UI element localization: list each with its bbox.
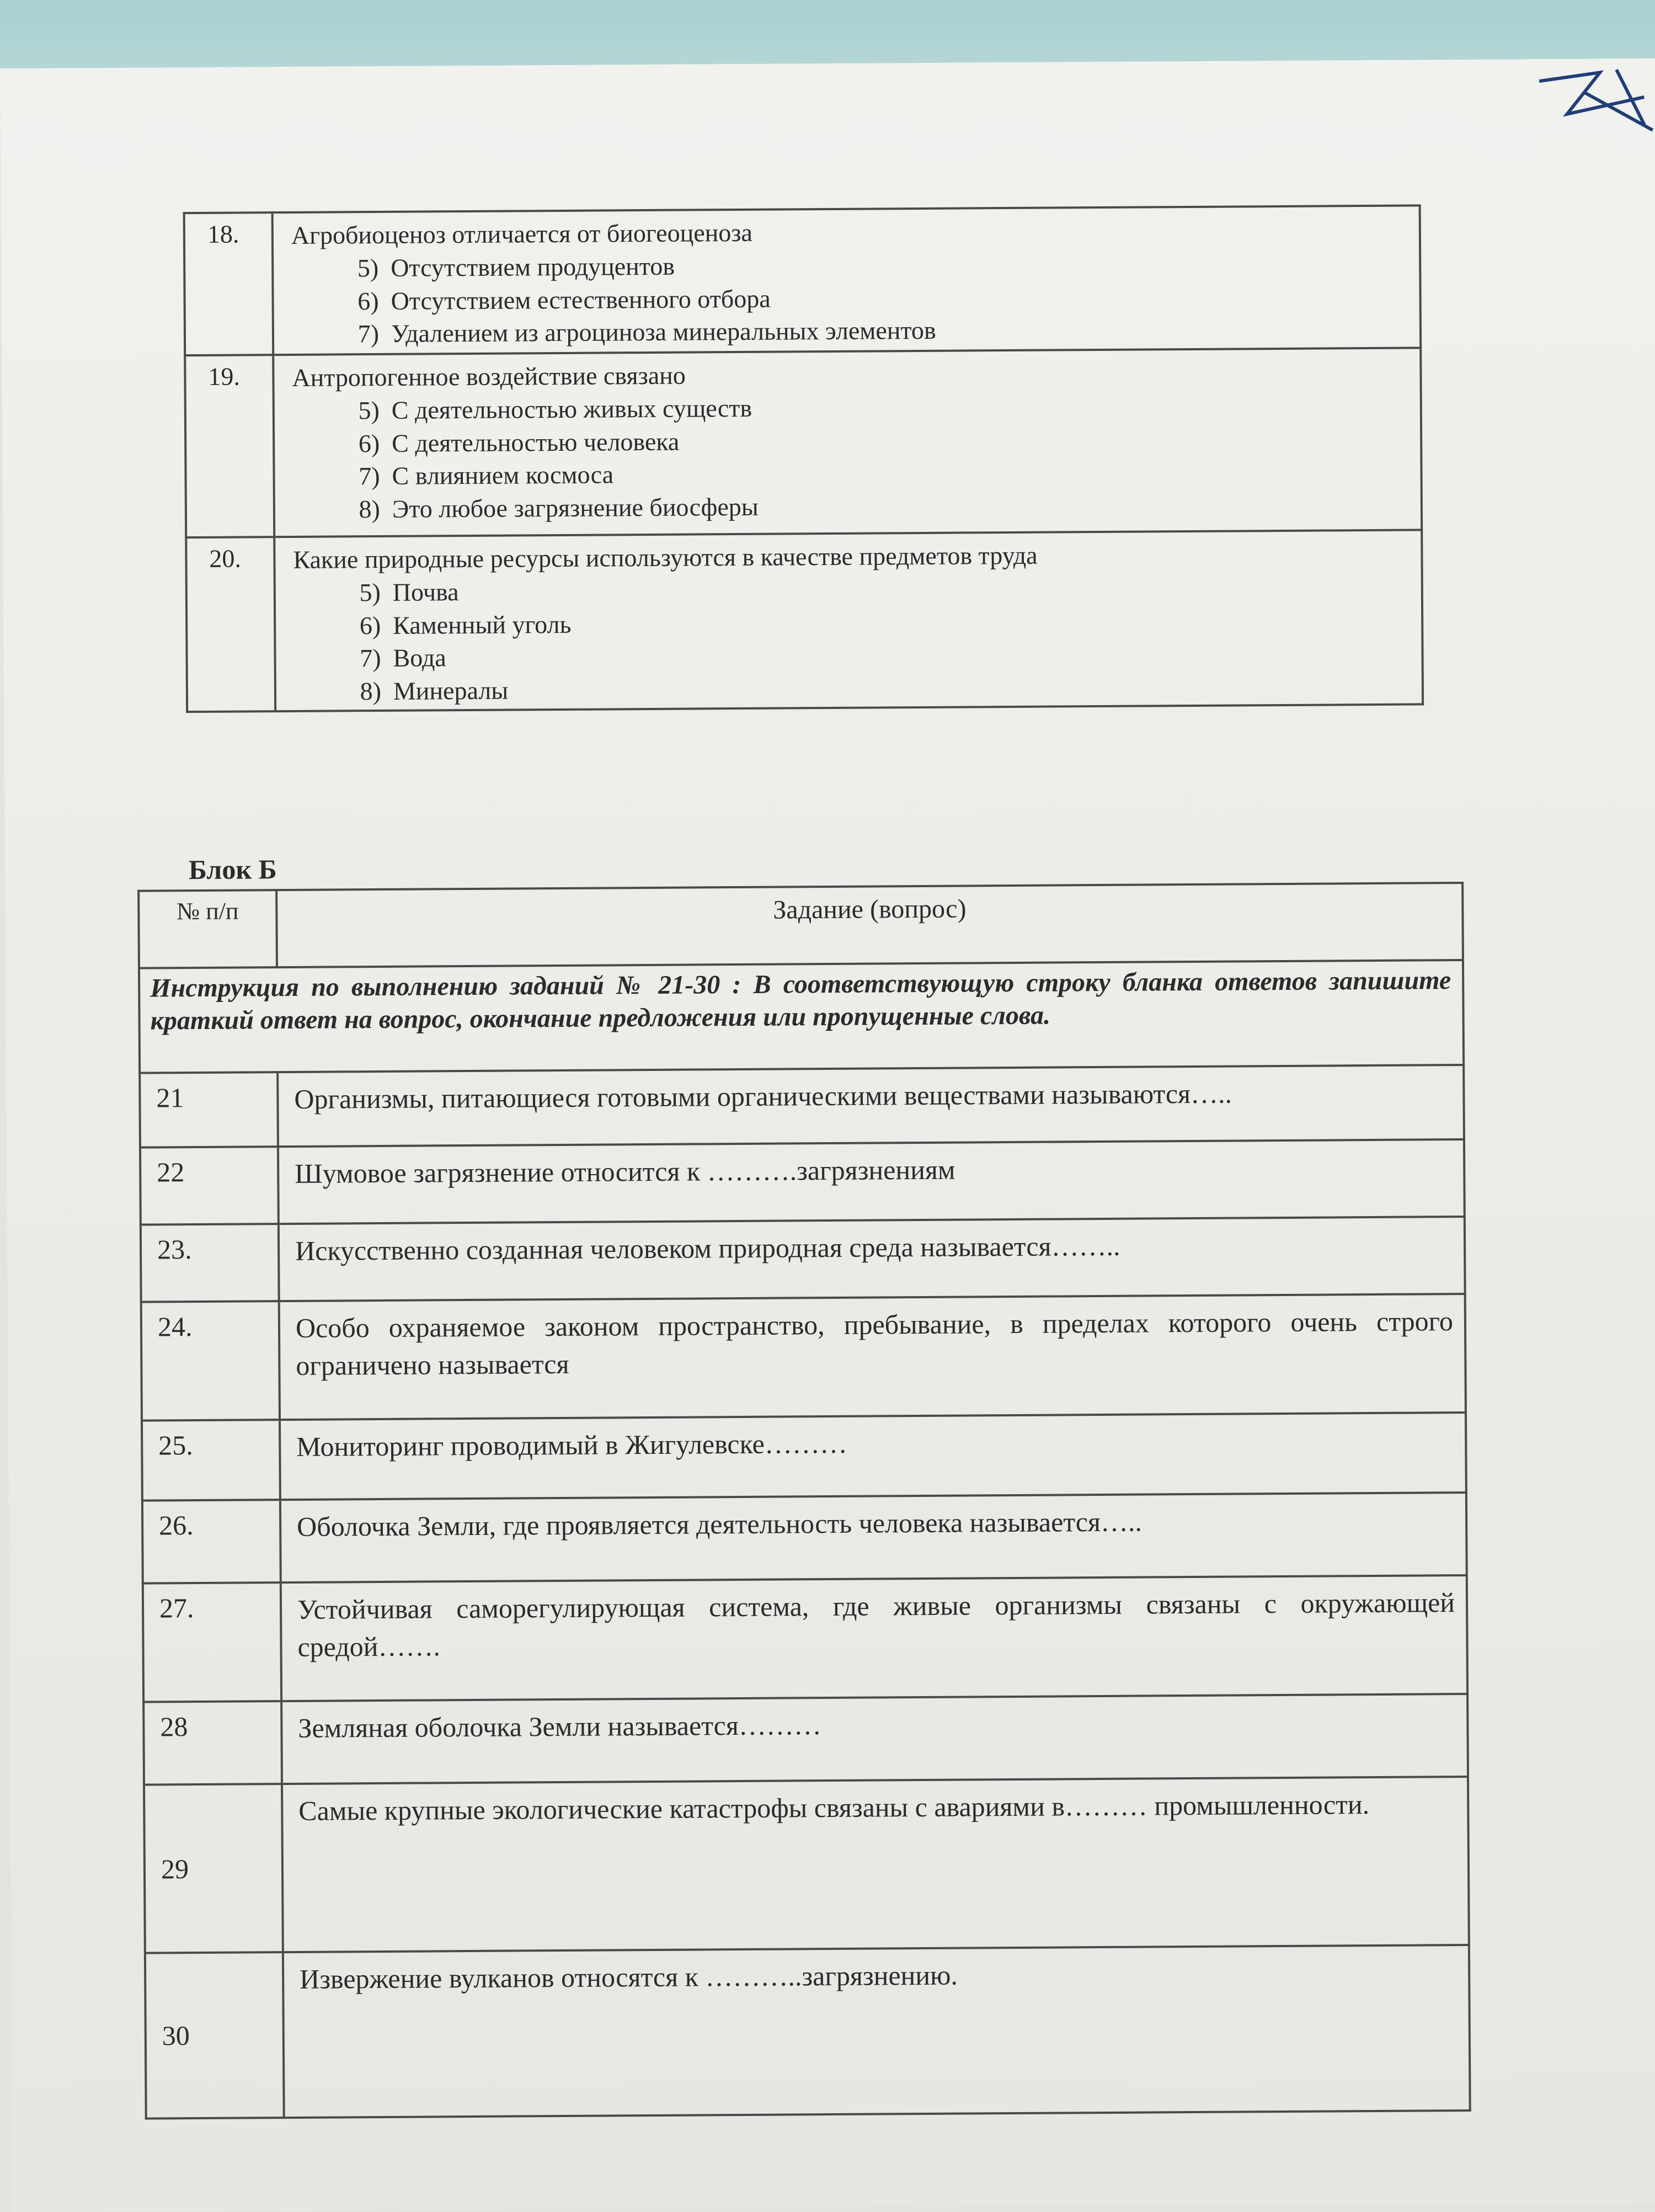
question-text: Мониторинг проводимый в Жигулевске………: [280, 1413, 1466, 1500]
question-text: Устойчивая саморегулирующая система, где живые организмы связаны с окружающей средой…….: [281, 1575, 1467, 1701]
question-text: Самые крупные экологические катастрофы связаны с авариями в……… промышленности.: [282, 1777, 1469, 1952]
list-item: 6) С деятельностью человека: [358, 427, 680, 457]
block-b-title: Блок Б: [188, 854, 277, 886]
options-list: [292, 387, 1404, 526]
paper-sheet: [0, 58, 1655, 2212]
table-row: [140, 1139, 1465, 1225]
question-cell: [274, 530, 1423, 711]
header-task: Задание (вопрос): [276, 883, 1463, 967]
question-number: 21: [140, 1072, 278, 1148]
list-item: 6) Отсутствием естественного отбора: [357, 284, 771, 315]
list-item: 7) Вода: [360, 643, 446, 673]
list-item: 8) Минералы: [360, 676, 509, 706]
question-number: 27.: [143, 1582, 281, 1702]
table-row: [185, 348, 1422, 537]
table-row: [143, 1694, 1468, 1785]
question-text: Извержение вулканов относятся к ………..загрязнению.: [283, 1945, 1470, 2118]
question-number: 29: [144, 1784, 283, 1953]
list-item: 5) Отсутствием продуцентов: [357, 252, 675, 283]
table-row: [143, 1575, 1467, 1702]
question-text: Шумовое загрязнение относится к ……….загрязнениям: [278, 1139, 1465, 1224]
question-number: 26.: [142, 1500, 281, 1584]
question-text: Земляная оболочка Земли называется………: [281, 1694, 1468, 1784]
question-number: 28: [143, 1701, 282, 1785]
list-item: 7) Удалением из агроциноза минеральных элементов: [357, 316, 936, 348]
question-number: 19.: [185, 355, 274, 537]
instruction-text: Инструкция по выполнению заданий № 21-30 : В соответствующую строку бланка ответов запишите краткий ответ на вопрос, окончание предложения или пропущенные слова.: [139, 960, 1464, 1073]
list-item: 5) С деятельностью живых существ: [358, 393, 752, 425]
question-number: 23.: [141, 1224, 279, 1302]
question-text: Особо охраняемое законом пространство, пребывание, в пределах которого очень строго ограничено называется: [279, 1294, 1466, 1420]
question-number: 30: [145, 1952, 284, 2119]
question-text: Какие природные ресурсы используются в качестве предметов труда: [293, 541, 1038, 574]
question-text: Агробиоценоз отличается от биогеоценоза: [291, 218, 753, 249]
header-number: № п/п: [138, 890, 277, 968]
question-cell: [273, 348, 1422, 537]
question-cell: [273, 205, 1421, 355]
table-row: [142, 1493, 1467, 1584]
block-b-table: [137, 882, 1471, 2120]
question-number: 18.: [184, 212, 274, 355]
question-text: Оболочка Земли, где проявляется деятельность человека называется…..: [280, 1493, 1467, 1582]
table-row: [141, 1217, 1465, 1302]
table-row: [144, 1777, 1469, 1953]
table-row: [186, 530, 1423, 712]
table-header-row: [138, 883, 1463, 968]
question-number: 20.: [186, 537, 275, 712]
list-item: 7) С влиянием космоса: [359, 460, 614, 491]
list-item: 5) Почва: [359, 577, 459, 606]
instruction-row: [139, 960, 1464, 1073]
table-row: [140, 1065, 1464, 1148]
options-list: [293, 569, 1405, 708]
options-list: [291, 245, 1403, 351]
list-item: 6) Каменный уголь: [359, 610, 572, 639]
table-row: [145, 1945, 1470, 2119]
question-number: 25.: [142, 1420, 280, 1501]
block-a-table: [183, 204, 1424, 713]
table-row: [142, 1413, 1466, 1501]
pen-scribble-icon: [1534, 58, 1655, 136]
question-text: Организмы, питающиеся готовыми органическими веществами называются…..: [277, 1065, 1464, 1147]
question-text: Антропогенное воздействие связано: [292, 361, 686, 392]
table-row: [184, 205, 1421, 355]
list-item: 8) Это любое загрязнение биосферы: [359, 492, 759, 524]
question-text: Искусственно созданная человеком природная среда называется……..: [279, 1217, 1465, 1301]
question-number: 22: [140, 1147, 279, 1225]
question-number: 24.: [141, 1301, 280, 1421]
table-row: [141, 1294, 1466, 1421]
